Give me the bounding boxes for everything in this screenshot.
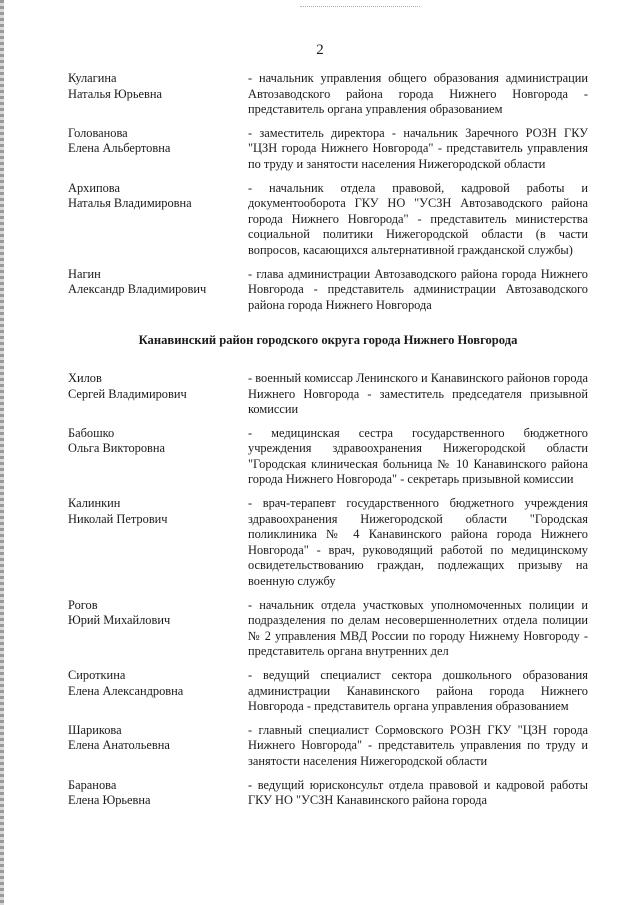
member-given-names: Юрий Михайлович bbox=[68, 613, 171, 628]
member-surname: Архипова bbox=[68, 180, 120, 195]
member-entry bbox=[68, 126, 588, 173]
member-entry bbox=[68, 267, 588, 314]
member-name bbox=[68, 778, 248, 809]
member-entry bbox=[68, 371, 588, 418]
member-entry bbox=[68, 598, 588, 660]
page-number: 2 bbox=[316, 42, 324, 58]
member-given-names: Елена Юрьевна bbox=[68, 793, 151, 808]
member-name bbox=[68, 126, 248, 173]
member-role: - начальник отдела правовой, кадровой работы и документооборота ГКУ НО "УСЗН Автозаводского района города Нижнего Новгорода" - представитель министерства социальной политики Нижегородской области (в части вопросов, касающихся альтернативной гражданской службы) bbox=[248, 180, 588, 257]
member-name bbox=[68, 371, 248, 418]
member-given-names: Наталья Владимировна bbox=[68, 196, 192, 211]
member-surname: Нагин bbox=[68, 266, 101, 281]
member-entry bbox=[68, 723, 588, 770]
member-surname: Голованова bbox=[68, 125, 128, 140]
scan-edge bbox=[0, 0, 4, 905]
member-surname: Шарикова bbox=[68, 722, 122, 737]
member-role: - начальник отдела участковых уполномоченных полиции и подразделения по делам несовершеннолетних отдела полиции № 2 управления МВД России по городу Нижнему Новгороду - представитель органа внутренних дел bbox=[248, 597, 588, 659]
member-entry bbox=[68, 181, 588, 259]
member-role: - начальник управления общего образования администрации Автозаводского района города Нижнего Новгорода - представитель органа управления образованием bbox=[248, 71, 588, 117]
member-name bbox=[68, 181, 248, 259]
member-role: - ведущий юрисконсульт отдела правовой и кадровой работы ГКУ НО "УСЗН Канавинского района города bbox=[248, 777, 588, 808]
member-name bbox=[68, 723, 248, 770]
member-given-names: Елена Александровна bbox=[68, 683, 184, 698]
member-given-names: Николай Петрович bbox=[68, 511, 168, 526]
member-role: - ведущий специалист сектора дошкольного образования администрации Канавинского района города Нижнего Новгорода - представитель органа управления образованием bbox=[248, 668, 588, 714]
member-role: - врач-терапевт государственного бюджетного учреждения здравоохранения Нижегородской области "Городская поликлиника № 4 Канавинского района города Нижнего Новгорода" - врач, руководящий работой по медицинскому освидетельствованию граждан, подлежащих призыву на военную службу bbox=[248, 496, 588, 589]
member-role: - главный специалист Сормовского РОЗН ГКУ "ЦЗН города Нижнего Новгорода" - представитель управления по труду и занятости населения Нижегородской области bbox=[248, 722, 588, 768]
member-entry bbox=[68, 778, 588, 809]
member-given-names: Ольга Викторовна bbox=[68, 441, 166, 456]
member-name bbox=[68, 668, 248, 715]
member-entry bbox=[68, 496, 588, 590]
member-surname: Хилов bbox=[68, 370, 102, 385]
member-surname: Кулагина bbox=[68, 71, 117, 85]
member-entry bbox=[68, 668, 588, 715]
member-role: - военный комиссар Ленинского и Канавинского районов города Нижнего Новгорода - заместитель председателя призывной комиссии bbox=[248, 370, 588, 417]
member-role: - медицинская сестра государственного бюджетного учреждения здравоохранения Нижегородской области "Городская клиническая больница № 10 Канавинского района города Нижнего Новгорода" - секретарь призывной комиссии bbox=[248, 425, 588, 487]
member-entry bbox=[68, 426, 588, 488]
member-given-names: Сергей Владимирович bbox=[68, 386, 187, 401]
member-given-names: Елена Альбертовна bbox=[68, 141, 171, 156]
member-entry bbox=[68, 71, 588, 118]
scan-top-mark bbox=[300, 6, 420, 8]
member-role: - заместитель директора - начальник Заречного РОЗН ГКУ "ЦЗН города Нижнего Новгорода" - представитель управления по труду и занятости населения Нижегородской области bbox=[248, 125, 588, 171]
section-heading: Канавинский район городского округа города Нижнего Новгорода bbox=[138, 333, 518, 348]
member-name bbox=[68, 496, 248, 590]
member-surname: Бабошко bbox=[68, 425, 115, 440]
member-given-names: Наталья Юрьевна bbox=[68, 86, 162, 101]
document-body bbox=[68, 71, 588, 817]
member-given-names: Александр Владимирович bbox=[68, 282, 207, 297]
member-name bbox=[68, 426, 248, 488]
member-role: - глава администрации Автозаводского района города Нижнего Новгорода - представитель администрации Автозаводского района города Нижнего Новгорода bbox=[248, 266, 588, 312]
member-surname: Сироткина bbox=[68, 668, 126, 682]
member-name bbox=[68, 71, 248, 118]
member-name bbox=[68, 267, 248, 314]
member-surname: Баранова bbox=[68, 777, 117, 792]
member-surname: Калинкин bbox=[68, 496, 121, 511]
member-given-names: Елена Анатольевна bbox=[68, 738, 170, 753]
member-surname: Рогов bbox=[68, 597, 98, 612]
member-name bbox=[68, 598, 248, 660]
